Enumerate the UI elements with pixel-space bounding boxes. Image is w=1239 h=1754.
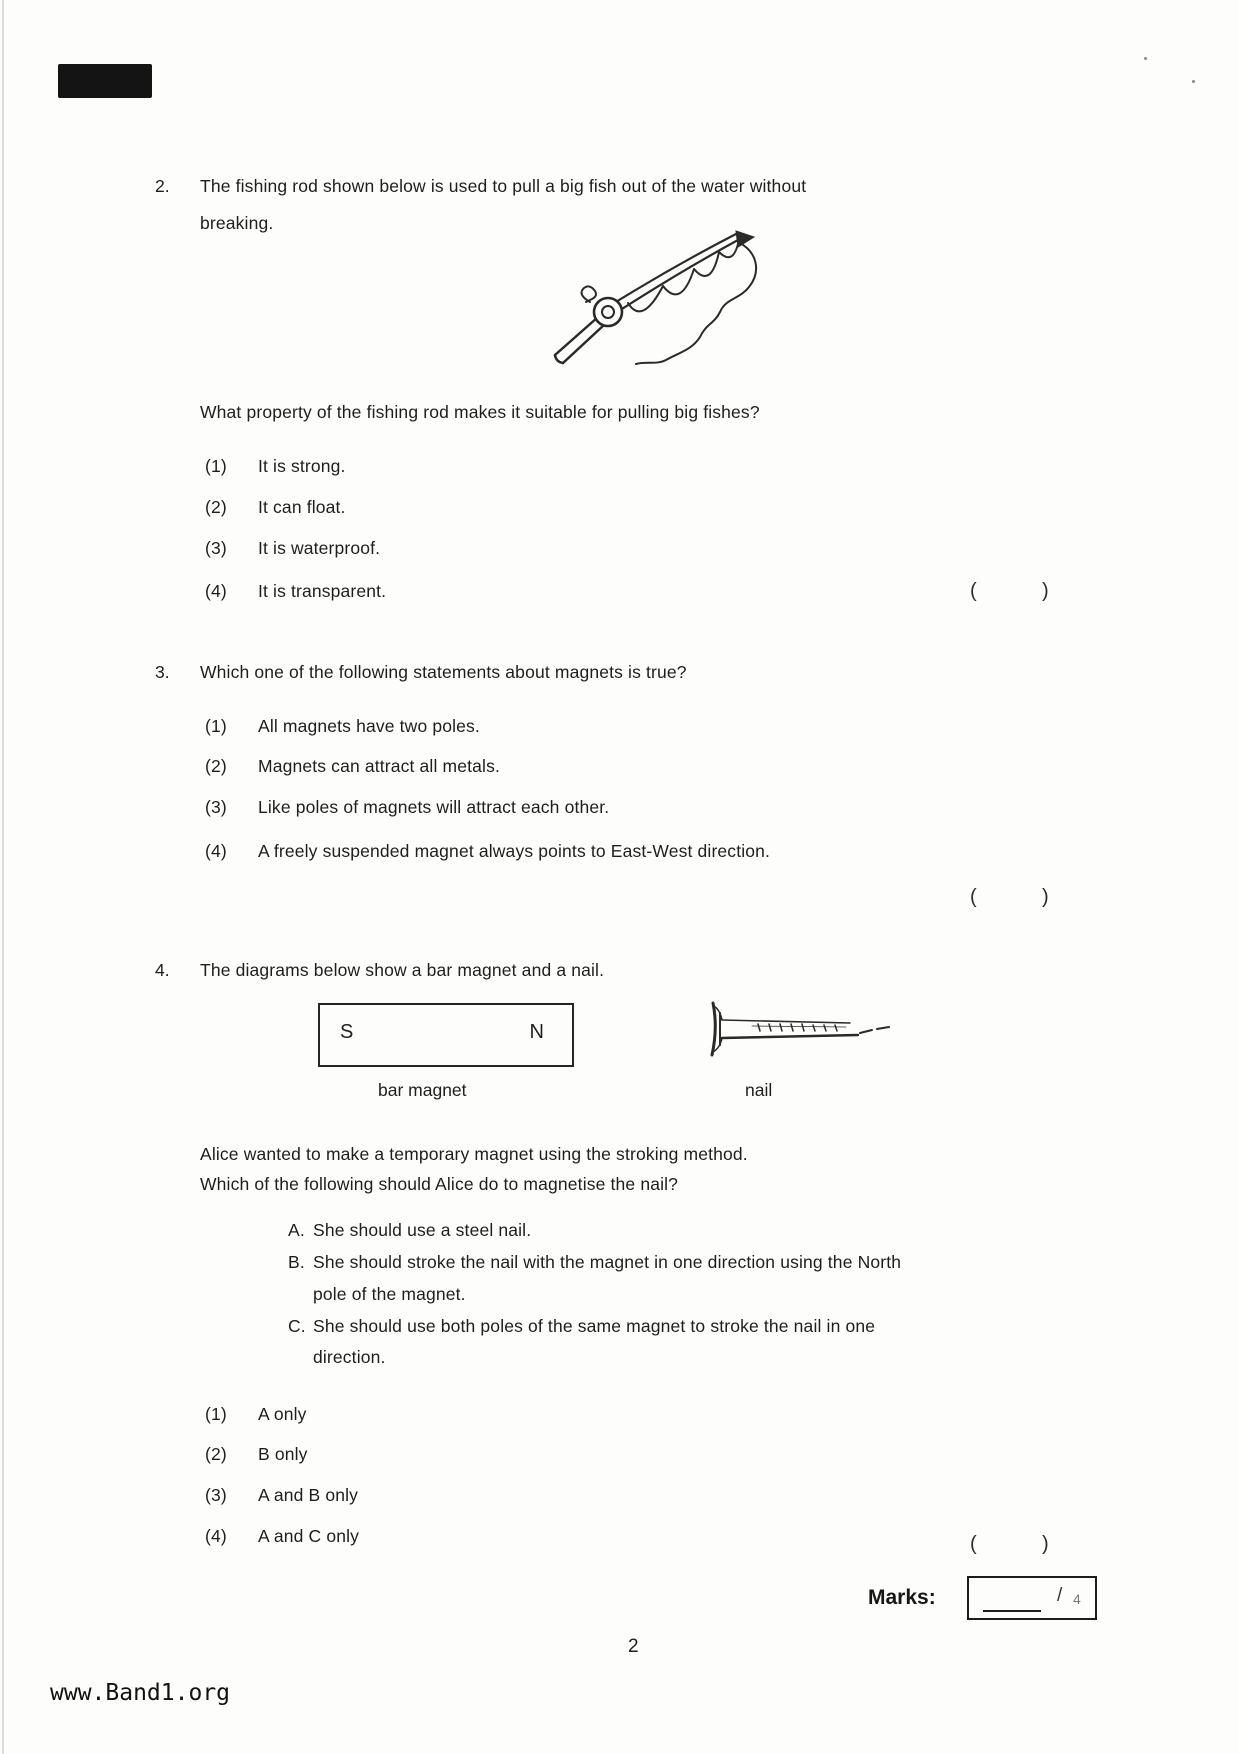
q4-statement-c-line-2: direction. — [313, 1347, 386, 1367]
option-text: B only — [258, 1444, 308, 1464]
q3-option-4 — [205, 841, 770, 862]
q4-statement-a — [288, 1220, 531, 1241]
q4-option-4 — [205, 1526, 359, 1547]
q2-option-4 — [205, 581, 386, 602]
marks-label: Marks: — [868, 1586, 936, 1609]
option-text: A only — [258, 1404, 307, 1424]
option-number: (4) — [205, 1526, 227, 1546]
option-text: It can float. — [258, 497, 346, 517]
option-text: A and B only — [258, 1485, 359, 1505]
q2-stem-line-2: breaking. — [200, 213, 274, 233]
scan-speck — [1192, 80, 1195, 83]
q4-statement-b-line-2: pole of the magnet. — [313, 1284, 466, 1304]
q3-option-2 — [205, 756, 500, 777]
option-number: (4) — [205, 841, 227, 861]
option-number: (4) — [205, 581, 227, 601]
option-text: It is waterproof. — [258, 538, 381, 558]
q2-answer-bracket-open: ( — [970, 580, 977, 602]
magnet-north-pole-label: N — [529, 1021, 544, 1043]
q3-answer-bracket-close: ) — [1042, 886, 1049, 908]
redacted-logo — [58, 64, 152, 98]
option-number: (2) — [205, 1444, 227, 1464]
q2-option-1 — [205, 456, 346, 477]
option-text: A and C only — [258, 1526, 360, 1546]
q2-prompt: What property of the fishing rod makes it suitable for pulling big fishes? — [200, 402, 760, 422]
q4-prompt-line-1: Alice wanted to make a temporary magnet using the stroking method. — [200, 1144, 748, 1164]
option-text: It is transparent. — [258, 581, 387, 601]
option-text: All magnets have two poles. — [258, 716, 480, 736]
q4-option-2 — [205, 1444, 308, 1465]
q3-option-1 — [205, 716, 480, 737]
option-number: (1) — [205, 1404, 227, 1424]
option-number: (2) — [205, 756, 227, 776]
marks-total: 4 — [1073, 1591, 1081, 1607]
marks-slash: / — [1057, 1585, 1063, 1606]
statement-text: She should use both poles of the same magnet to stroke the nail in one — [313, 1316, 876, 1336]
scan-edge-artifact — [2, 0, 4, 1754]
q4-number: 4. — [155, 960, 170, 980]
option-text: Magnets can attract all metals. — [258, 756, 500, 776]
option-text: Like poles of magnets will attract each other. — [258, 797, 610, 817]
q4-option-1 — [205, 1404, 307, 1425]
q2-answer-bracket-close: ) — [1042, 580, 1049, 602]
fishing-rod-illustration — [470, 190, 810, 365]
option-number: (2) — [205, 497, 227, 517]
statement-letter: B. — [288, 1252, 305, 1272]
q2-option-3 — [205, 538, 380, 559]
nail-illustration — [700, 1000, 895, 1060]
statement-text: She should use a steel nail. — [313, 1220, 532, 1240]
statement-letter: A. — [288, 1220, 305, 1240]
nail-label: nail — [745, 1080, 773, 1100]
magnet-south-pole-label: S — [340, 1021, 354, 1043]
q3-stem: Which one of the following statements about magnets is true? — [200, 662, 687, 682]
option-number: (3) — [205, 1485, 227, 1505]
q4-stem: The diagrams below show a bar magnet and a nail. — [200, 960, 605, 980]
q2-stem-line-1: The fishing rod shown below is used to pull a big fish out of the water without — [200, 176, 807, 196]
q3-answer-bracket-open: ( — [970, 886, 977, 908]
marks-score-blank — [983, 1610, 1041, 1612]
q2-option-2 — [205, 497, 346, 518]
q4-statement-c — [288, 1316, 875, 1337]
q3-option-3 — [205, 797, 609, 818]
option-number: (1) — [205, 456, 227, 476]
q4-option-3 — [205, 1485, 358, 1506]
q4-answer-bracket-open: ( — [970, 1533, 977, 1555]
q2-number: 2. — [155, 176, 170, 196]
marks-box — [967, 1576, 1097, 1620]
option-number: (3) — [205, 538, 227, 558]
option-number: (1) — [205, 716, 227, 736]
q3-number: 3. — [155, 662, 170, 682]
option-text: A freely suspended magnet always points to East-West direction. — [258, 841, 771, 861]
bar-magnet-diagram — [318, 1003, 574, 1067]
statement-letter: C. — [288, 1316, 306, 1336]
statement-text: She should stroke the nail with the magnet in one direction using the North — [313, 1252, 902, 1272]
page-number: 2 — [628, 1636, 639, 1657]
footer-url: www.Band1.org — [50, 1680, 231, 1706]
bar-magnet-label: bar magnet — [378, 1080, 467, 1100]
q4-prompt-line-2: Which of the following should Alice do to magnetise the nail? — [200, 1174, 679, 1194]
scan-speck — [1144, 57, 1147, 60]
option-text: It is strong. — [258, 456, 346, 476]
q4-statement-b — [288, 1252, 901, 1273]
option-number: (3) — [205, 797, 227, 817]
q4-answer-bracket-close: ) — [1042, 1533, 1049, 1555]
